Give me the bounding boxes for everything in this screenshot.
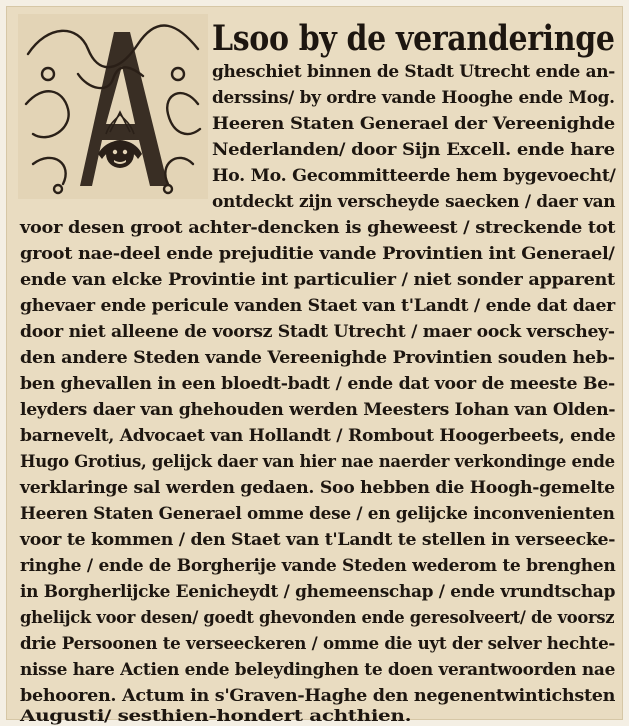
text-line: Augusti/ sesthien-hondert achthien.	[20, 706, 412, 725]
printed-notice	[6, 6, 623, 725]
text-line: gheschiet binnen de Stadt Utrecht ende an-	[212, 62, 616, 82]
text-line: ende van elcke Provintie int particulier / niet sonder apparent	[20, 270, 615, 290]
text-line: ben ghevallen in een bloedt-badt / ende dat voor de meeste Be-	[20, 374, 615, 394]
text-line: behooren. Actum in s'Graven-Haghe den negenentwintichsten	[20, 686, 616, 706]
ornamental-initial-a	[18, 14, 208, 199]
text-line: Nederlanden/ door Sijn Excell. ende hare	[212, 140, 615, 160]
text-line: leyders daer van ghehouden werden Meesters Iohan van Olden-	[20, 400, 616, 420]
text-line: ghevaer ende pericule vanden Staet van t'Landt / ende dat daer	[20, 296, 615, 316]
text-line: nisse hare Actien ende beleydinghen te doen verantwoorden nae	[20, 660, 616, 680]
text-line: ghelijck voor desen/ goedt ghevonden ende geresolveert/ de voorsz	[20, 608, 615, 628]
text-line: derssins/ by ordre vande Hooghe ende Mog.	[212, 88, 615, 108]
text-line: in Borgherlijcke Eenicheydt / ghemeenschap / ende vrundtschap	[20, 582, 616, 602]
text-line: door niet alleene de voorsz Stadt Utrecht / maer oock verschey-	[20, 322, 615, 342]
text-line: groot nae-deel ende prejuditie vande Provintien int Generael/	[20, 244, 615, 264]
text-line: voor te kommen / den Staet van t'Landt te stellen in verseecke-	[20, 530, 616, 550]
opening-words: Lsoo by de veranderinge	[212, 18, 615, 59]
text-line: drie Persoonen te verseeckeren / omme die uyt der selver hechte-	[20, 634, 616, 654]
text-line: Hugo Grotius, gelijck daer van hier nae naerder verkondinge ende	[20, 452, 615, 472]
text-line: verklaringe sal werden gedaen. Soo hebben die Hoogh-gemelte	[20, 478, 615, 498]
text-line: den andere Steden vande Vereenighde Provintien souden heb-	[20, 348, 615, 368]
text-line: Heeren Staten Generael der Vereenighde	[212, 114, 615, 134]
text-line: ringhe / ende de Borgherije vande Steden wederom te brenghen	[20, 556, 616, 576]
text-line: Ho. Mo. Gecommitteerde hem bygevoecht/	[212, 166, 616, 186]
text-line: barnevelt, Advocaet van Hollandt / Rombout Hoogerbeets, ende	[20, 426, 616, 446]
text-line: voor desen groot achter-dencken is gheweest / streckende tot	[20, 218, 616, 238]
text-line: ontdeckt zijn verscheyde saecken / daer van	[212, 192, 616, 212]
text-line: Heeren Staten Generael omme dese / en gelijcke inconvenienten	[20, 504, 615, 524]
